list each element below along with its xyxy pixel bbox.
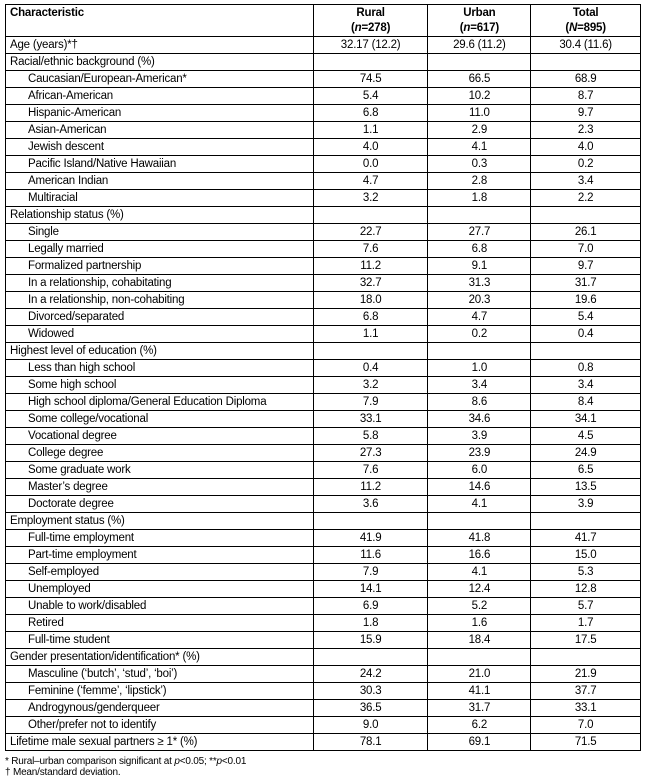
cell-urban: 69.1 [428, 734, 531, 751]
header-total-n-value: =895 [577, 22, 603, 34]
table-row [6, 462, 641, 479]
cell-total: 31.7 [531, 275, 641, 292]
table-row [6, 71, 641, 88]
table-row [6, 241, 641, 258]
cell-urban: 1.6 [428, 615, 531, 632]
cell-total: 15.0 [531, 547, 641, 564]
row-label: Legally married [6, 241, 314, 258]
table-body [6, 37, 641, 751]
cell-urban [428, 343, 531, 360]
cell-rural: 3.2 [313, 190, 428, 207]
row-label: Divorced/separated [6, 309, 314, 326]
row-label: Vocational degree [6, 428, 314, 445]
cell-total: 41.7 [531, 530, 641, 547]
cell-urban: 31.3 [428, 275, 531, 292]
cell-rural: 1.1 [313, 122, 428, 139]
cell-urban: 16.6 [428, 547, 531, 564]
cell-rural: 6.8 [313, 105, 428, 122]
demographics-table [5, 4, 641, 751]
cell-total: 12.8 [531, 581, 641, 598]
row-label: Employment status (%) [6, 513, 314, 530]
cell-urban: 9.1 [428, 258, 531, 275]
row-label: Self-employed [6, 564, 314, 581]
header-urban-name: Urban [463, 7, 496, 19]
cell-rural [313, 649, 428, 666]
cell-urban: 41.8 [428, 530, 531, 547]
row-label: Hispanic-American [6, 105, 314, 122]
cell-total: 33.1 [531, 700, 641, 717]
cell-rural: 3.6 [313, 496, 428, 513]
table-row [6, 581, 641, 598]
cell-urban: 4.1 [428, 564, 531, 581]
cell-total: 0.8 [531, 360, 641, 377]
row-label: Full-time employment [6, 530, 314, 547]
cell-rural: 18.0 [313, 292, 428, 309]
cell-urban: 66.5 [428, 71, 531, 88]
row-label: Doctorate degree [6, 496, 314, 513]
cell-urban [428, 649, 531, 666]
cell-total: 3.9 [531, 496, 641, 513]
table-row [6, 258, 641, 275]
cell-rural: 1.8 [313, 615, 428, 632]
cell-rural: 0.4 [313, 360, 428, 377]
table-row [6, 411, 641, 428]
row-label: Pacific Island/Native Hawaiian [6, 156, 314, 173]
cell-rural: 27.3 [313, 445, 428, 462]
table-row [6, 190, 641, 207]
cell-rural: 14.1 [313, 581, 428, 598]
cell-urban: 31.7 [428, 700, 531, 717]
section-header-row [6, 343, 641, 360]
row-label: Caucasian/European-American* [6, 71, 314, 88]
footnote-p-symbol: p [174, 756, 180, 767]
cell-urban: 23.9 [428, 445, 531, 462]
row-label: Formalized partnership [6, 258, 314, 275]
cell-rural: 36.5 [313, 700, 428, 717]
cell-total: 13.5 [531, 479, 641, 496]
row-label: Other/prefer not to identify [6, 717, 314, 734]
cell-urban: 10.2 [428, 88, 531, 105]
cell-urban: 6.8 [428, 241, 531, 258]
table-row [6, 683, 641, 700]
footnote-p-symbol: p [216, 756, 222, 767]
header-rural-n-value: =278 [361, 22, 387, 34]
table-row [6, 37, 641, 54]
row-label: Highest level of education (%) [6, 343, 314, 360]
cell-total: 7.0 [531, 717, 641, 734]
cell-rural: 32.17 (12.2) [313, 37, 428, 54]
cell-total: 2.3 [531, 122, 641, 139]
table-row [6, 598, 641, 615]
row-label: Some high school [6, 377, 314, 394]
table-row [6, 122, 641, 139]
row-label: Master’s degree [6, 479, 314, 496]
cell-total: 5.4 [531, 309, 641, 326]
row-label: Asian-American [6, 122, 314, 139]
cell-total: 5.3 [531, 564, 641, 581]
row-label: Multiracial [6, 190, 314, 207]
header-total-n-label: N [569, 22, 578, 34]
cell-total: 34.1 [531, 411, 641, 428]
cell-rural [313, 207, 428, 224]
table-row [6, 360, 641, 377]
row-label: Widowed [6, 326, 314, 343]
cell-total [531, 54, 641, 71]
cell-urban: 18.4 [428, 632, 531, 649]
table-row [6, 428, 641, 445]
cell-rural: 22.7 [313, 224, 428, 241]
cell-urban: 0.3 [428, 156, 531, 173]
cell-urban: 29.6 (11.2) [428, 37, 531, 54]
cell-total: 26.1 [531, 224, 641, 241]
header-urban-n-label: n [463, 22, 471, 34]
table-row [6, 530, 641, 547]
table-row [6, 224, 641, 241]
cell-total [531, 343, 641, 360]
table-row [6, 734, 641, 751]
table-row [6, 615, 641, 632]
cell-total: 17.5 [531, 632, 641, 649]
cell-rural: 41.9 [313, 530, 428, 547]
table-row [6, 445, 641, 462]
table-header-row [6, 5, 641, 37]
cell-total: 9.7 [531, 258, 641, 275]
row-label: High school diploma/General Education Diploma [6, 394, 314, 411]
cell-rural: 3.2 [313, 377, 428, 394]
cell-rural: 0.0 [313, 156, 428, 173]
row-label: Racial/ethnic background (%) [6, 54, 314, 71]
cell-urban [428, 513, 531, 530]
cell-rural: 4.7 [313, 173, 428, 190]
table-row [6, 88, 641, 105]
cell-rural: 24.2 [313, 666, 428, 683]
cell-rural: 11.6 [313, 547, 428, 564]
cell-total: 9.7 [531, 105, 641, 122]
cell-rural: 6.8 [313, 309, 428, 326]
section-header-row [6, 513, 641, 530]
row-label: Retired [6, 615, 314, 632]
table-row [6, 700, 641, 717]
cell-urban: 6.2 [428, 717, 531, 734]
cell-rural: 15.9 [313, 632, 428, 649]
cell-urban: 12.4 [428, 581, 531, 598]
cell-total: 7.0 [531, 241, 641, 258]
cell-rural: 30.3 [313, 683, 428, 700]
cell-urban: 4.7 [428, 309, 531, 326]
table-row [6, 564, 641, 581]
row-label: Androgynous/genderqueer [6, 700, 314, 717]
cell-urban: 34.6 [428, 411, 531, 428]
cell-urban: 5.2 [428, 598, 531, 615]
cell-rural: 4.0 [313, 139, 428, 156]
cell-urban: 1.8 [428, 190, 531, 207]
cell-rural: 9.0 [313, 717, 428, 734]
cell-rural: 11.2 [313, 479, 428, 496]
footnote-significance-mid: <0.05; ** [179, 756, 217, 767]
table-row [6, 632, 641, 649]
cell-total: 0.4 [531, 326, 641, 343]
table-row [6, 479, 641, 496]
cell-rural: 1.1 [313, 326, 428, 343]
section-header-row [6, 649, 641, 666]
header-rural-n-label: n [354, 22, 362, 34]
cell-total: 71.5 [531, 734, 641, 751]
table-row [6, 139, 641, 156]
footnote-significance-text: * Rural–urban comparison significant at [5, 756, 175, 767]
cell-rural: 5.8 [313, 428, 428, 445]
row-label: Age (years)*† [6, 37, 314, 54]
cell-total: 24.9 [531, 445, 641, 462]
footnote-mean-sd: † Mean/standard deviation. [5, 767, 121, 778]
cell-urban: 21.0 [428, 666, 531, 683]
cell-total: 2.2 [531, 190, 641, 207]
footnote-significance-suffix: <0.01 [221, 756, 247, 767]
cell-rural: 74.5 [313, 71, 428, 88]
cell-rural: 7.6 [313, 462, 428, 479]
row-label: Masculine (‘butch’, ‘stud’, ‘boi’) [6, 666, 314, 683]
header-characteristic: Characteristic [6, 5, 314, 37]
cell-rural: 7.9 [313, 564, 428, 581]
cell-urban: 1.0 [428, 360, 531, 377]
table-row [6, 326, 641, 343]
cell-urban [428, 207, 531, 224]
row-label: College degree [6, 445, 314, 462]
cell-total: 6.5 [531, 462, 641, 479]
cell-total: 19.6 [531, 292, 641, 309]
cell-total: 68.9 [531, 71, 641, 88]
cell-urban: 4.1 [428, 139, 531, 156]
cell-urban: 3.4 [428, 377, 531, 394]
cell-rural: 11.2 [313, 258, 428, 275]
row-label: Less than high school [6, 360, 314, 377]
row-label: Gender presentation/identification* (%) [6, 649, 314, 666]
cell-urban: 41.1 [428, 683, 531, 700]
table-row [6, 275, 641, 292]
cell-urban: 0.2 [428, 326, 531, 343]
row-label: Full-time student [6, 632, 314, 649]
cell-rural [313, 513, 428, 530]
cell-urban: 2.9 [428, 122, 531, 139]
table-footnotes [5, 756, 246, 778]
row-label: Single [6, 224, 314, 241]
cell-urban: 3.9 [428, 428, 531, 445]
cell-total: 3.4 [531, 377, 641, 394]
row-label: Jewish descent [6, 139, 314, 156]
cell-urban: 20.3 [428, 292, 531, 309]
cell-total: 21.9 [531, 666, 641, 683]
row-label: In a relationship, non-cohabiting [6, 292, 314, 309]
table-row [6, 547, 641, 564]
cell-total [531, 513, 641, 530]
row-label: Some graduate work [6, 462, 314, 479]
cell-total: 8.7 [531, 88, 641, 105]
cell-urban: 11.0 [428, 105, 531, 122]
header-rural-name: Rural [356, 7, 385, 19]
header-total-name: Total [572, 7, 599, 19]
cell-total: 30.4 (11.6) [531, 37, 641, 54]
cell-rural: 6.9 [313, 598, 428, 615]
cell-rural: 78.1 [313, 734, 428, 751]
cell-rural [313, 343, 428, 360]
table-row [6, 717, 641, 734]
cell-urban: 6.0 [428, 462, 531, 479]
cell-total: 8.4 [531, 394, 641, 411]
table-row [6, 156, 641, 173]
cell-total: 1.7 [531, 615, 641, 632]
header-urban: Urban (n=617) [428, 5, 531, 37]
cell-rural: 32.7 [313, 275, 428, 292]
cell-rural: 7.6 [313, 241, 428, 258]
cell-total: 5.7 [531, 598, 641, 615]
table-row [6, 292, 641, 309]
table-row [6, 309, 641, 326]
cell-rural: 7.9 [313, 394, 428, 411]
row-label: American Indian [6, 173, 314, 190]
section-header-row [6, 54, 641, 71]
header-total: Total (N=895) [531, 5, 641, 37]
row-label: Unemployed [6, 581, 314, 598]
cell-rural: 33.1 [313, 411, 428, 428]
table-row [6, 377, 641, 394]
cell-urban: 2.8 [428, 173, 531, 190]
header-rural: Rural (n=278) [313, 5, 428, 37]
table-row [6, 666, 641, 683]
section-header-row [6, 207, 641, 224]
table-row [6, 173, 641, 190]
cell-urban [428, 54, 531, 71]
row-label: Part-time employment [6, 547, 314, 564]
cell-urban: 14.6 [428, 479, 531, 496]
cell-total: 4.0 [531, 139, 641, 156]
cell-total [531, 207, 641, 224]
cell-urban: 8.6 [428, 394, 531, 411]
cell-total: 0.2 [531, 156, 641, 173]
row-label: Lifetime male sexual partners ≥ 1* (%) [6, 734, 314, 751]
cell-total: 3.4 [531, 173, 641, 190]
row-label: Unable to work/disabled [6, 598, 314, 615]
cell-total: 4.5 [531, 428, 641, 445]
row-label: Relationship status (%) [6, 207, 314, 224]
table-row [6, 105, 641, 122]
table-row [6, 496, 641, 513]
cell-total [531, 649, 641, 666]
cell-urban: 27.7 [428, 224, 531, 241]
cell-rural [313, 54, 428, 71]
table-row [6, 394, 641, 411]
cell-rural: 5.4 [313, 88, 428, 105]
row-label: African-American [6, 88, 314, 105]
row-label: In a relationship, cohabitating [6, 275, 314, 292]
footnote-significance [5, 756, 246, 767]
row-label: Feminine (‘femme’, ‘lipstick’) [6, 683, 314, 700]
row-label: Some college/vocational [6, 411, 314, 428]
cell-total: 37.7 [531, 683, 641, 700]
cell-urban: 4.1 [428, 496, 531, 513]
header-urban-n-value: =617 [470, 22, 496, 34]
